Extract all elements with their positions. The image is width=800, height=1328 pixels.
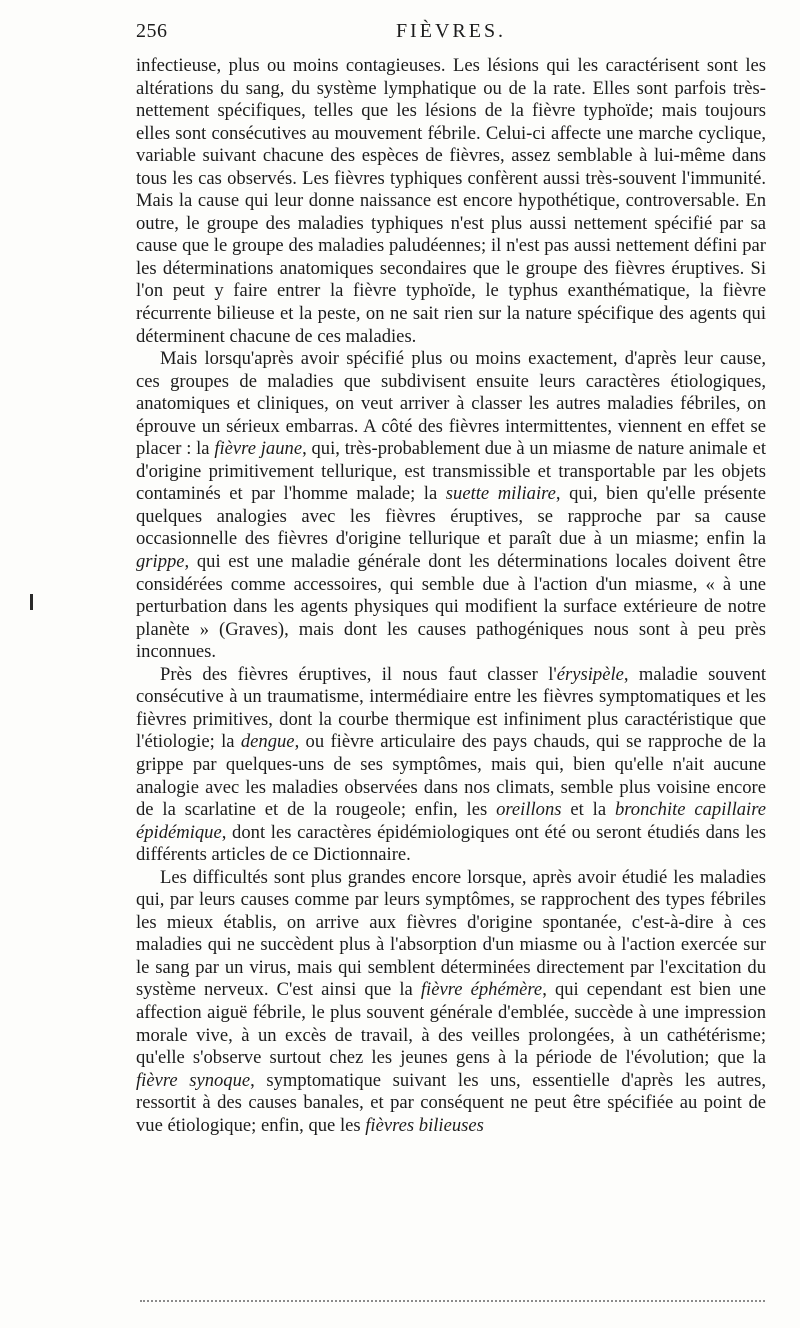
running-title: FIÈVRES. [395, 20, 507, 42]
text-run: , dont les caractères épidémiologiques ont été ou seront étudiés dans les différents articles de ce Dictionnaire. [136, 821, 766, 866]
body-text [136, 55, 766, 1137]
footer-rule [140, 1300, 765, 1302]
italic-term: bronchite capillaire épidémique [136, 799, 766, 843]
text-run: , symptomatique suivant les uns, essentielle d'après les autres, ressortit à des causes banales, et par conséquent ne peut être spécifiée au point de vue étiologique; enfin, que les [136, 1069, 766, 1136]
italic-term: fièvre synoque [136, 1069, 251, 1091]
paragraph [136, 664, 766, 867]
italic-term: grippe [136, 551, 185, 573]
text-run: Près des fièvres éruptives, il nous faut classer l' [160, 663, 557, 685]
italic-term: fièvre éphémère [420, 979, 543, 1001]
paragraph [136, 867, 766, 1138]
text-run: , qui cependant est bien une affection aiguë fébrile, le plus souvent générale d'emblée, succède à une impression morale vive, à un excès de travail, à des veilles prolongées, à un cathétérisme; qu'elle s'observe surtout chez les jeunes gens à la période de l'évolution; que la [136, 979, 766, 1069]
text-run: , qui, bien qu'elle présente quelques analogies avec les fièvres éruptives, se rapproche par sa cause occasionnelle des fièvres d'origine tellurique et paraît due à un miasme; enfin la [136, 483, 766, 550]
text-run: , qui est une maladie générale dont les déterminations locales doivent être considérées comme accessoires, qui semble due à l'action d'un miasme, « à une perturbation dans les agents physiques qui modifient la surface extérieure de notre planète » (Graves), mais dont les causes pathogéniques nous sont à peu près inconnues. [136, 551, 766, 663]
page-header [136, 20, 766, 48]
text-run: , ou fièvre articulaire des pays chauds, qui se rapproche de la grippe par quelques-uns de ses symptômes, mais qui, bien qu'elle n'ait aucune analogie avec les maladies observées dans nos climats, semble plus voisine encore de la scarlatine et de la rougeole; enfin, les [136, 731, 766, 821]
text-run: infectieuse, plus ou moins contagieuses. Les lésions qui les caractérisent sont les altérations du sang, du système lymphatique ou de la rate. Elles sont parfois très-nettement spécifiques, telles que les lésions de la fièvre typhoïde; mais toujours elles sont consécutives au mouvement fébrile. Celui-ci affecte une marche cyclique, variable suivant chacune des espèces de fièvres, assez semblable à lui-même dans tous les cas observés. Les fièvres typhiques confèrent aussi très-souvent l'immunité. Mais la cause qui leur donne naissance est encore hypothétique, controversable. En outre, le groupe des maladies typhiques n'est plus aussi nettement spécifié par sa cause que le groupe des maladies paludéennes; il n'est pas aussi nettement défini par les déterminations anatomiques secondaires que le groupe des fièvres éruptives. Si l'on peut y faire entrer la fièvre typhoïde, le typhus exanthématique, la fièvre récurrente bilieuse et la peste, on ne sait rien sur la nature spécifique des agents qui déterminent chacune de ces maladies. [136, 55, 766, 347]
text-run: , maladie souvent consécutive à un traumatisme, intermédiaire entre les fièvres symptomatiques et les fièvres primitives, dont la courbe thermique est infiniment plus caractéristique que l'étiologie; la [136, 663, 767, 753]
page-number: 256 [136, 20, 168, 42]
italic-term: fièvres bilieuses [365, 1114, 484, 1136]
italic-term: suette miliaire [445, 483, 556, 505]
italic-term: érysipèle [556, 663, 624, 685]
text-run: Mais lorsqu'après avoir spécifié plus ou moins exactement, d'après leur cause, ces groupes de maladies que subdivisent ensuite leurs caractères étiologiques, anatomiques et cliniques, on veut arriver à classer les autres maladies fébriles, on éprouve un sérieux embarras. A côté des fièvres intermittentes, viennent en effet se placer : la [136, 348, 766, 460]
text-run: et la [561, 799, 615, 821]
paragraph [136, 348, 766, 664]
text-run: Les difficultés sont plus grandes encore lorsque, après avoir étudié les maladies qui, par leurs causes comme par leurs symptômes, se rapprochent des types fébriles les mieux établis, on arrive aux fièvres d'origine spontanée, c'est-à-dire à ces maladies qui ne succèdent plus à l'absorption d'un miasme ou à l'action exercée sur le sang par un virus, mais qui semblent déterminées directement par l'excitation du système nerveux. C'est ainsi que la [136, 866, 766, 1001]
italic-term: oreillons [496, 799, 562, 821]
paragraph [136, 55, 766, 348]
text-run: , qui, très-probablement due à un miasme de nature animale et d'origine primitivement tellurique, est transmissible et transportable par les objets contaminés et par l'homme malade; la [136, 438, 766, 505]
margin-mark [30, 594, 33, 610]
italic-term: fièvre jaune [214, 438, 303, 460]
italic-term: dengue [240, 731, 295, 753]
